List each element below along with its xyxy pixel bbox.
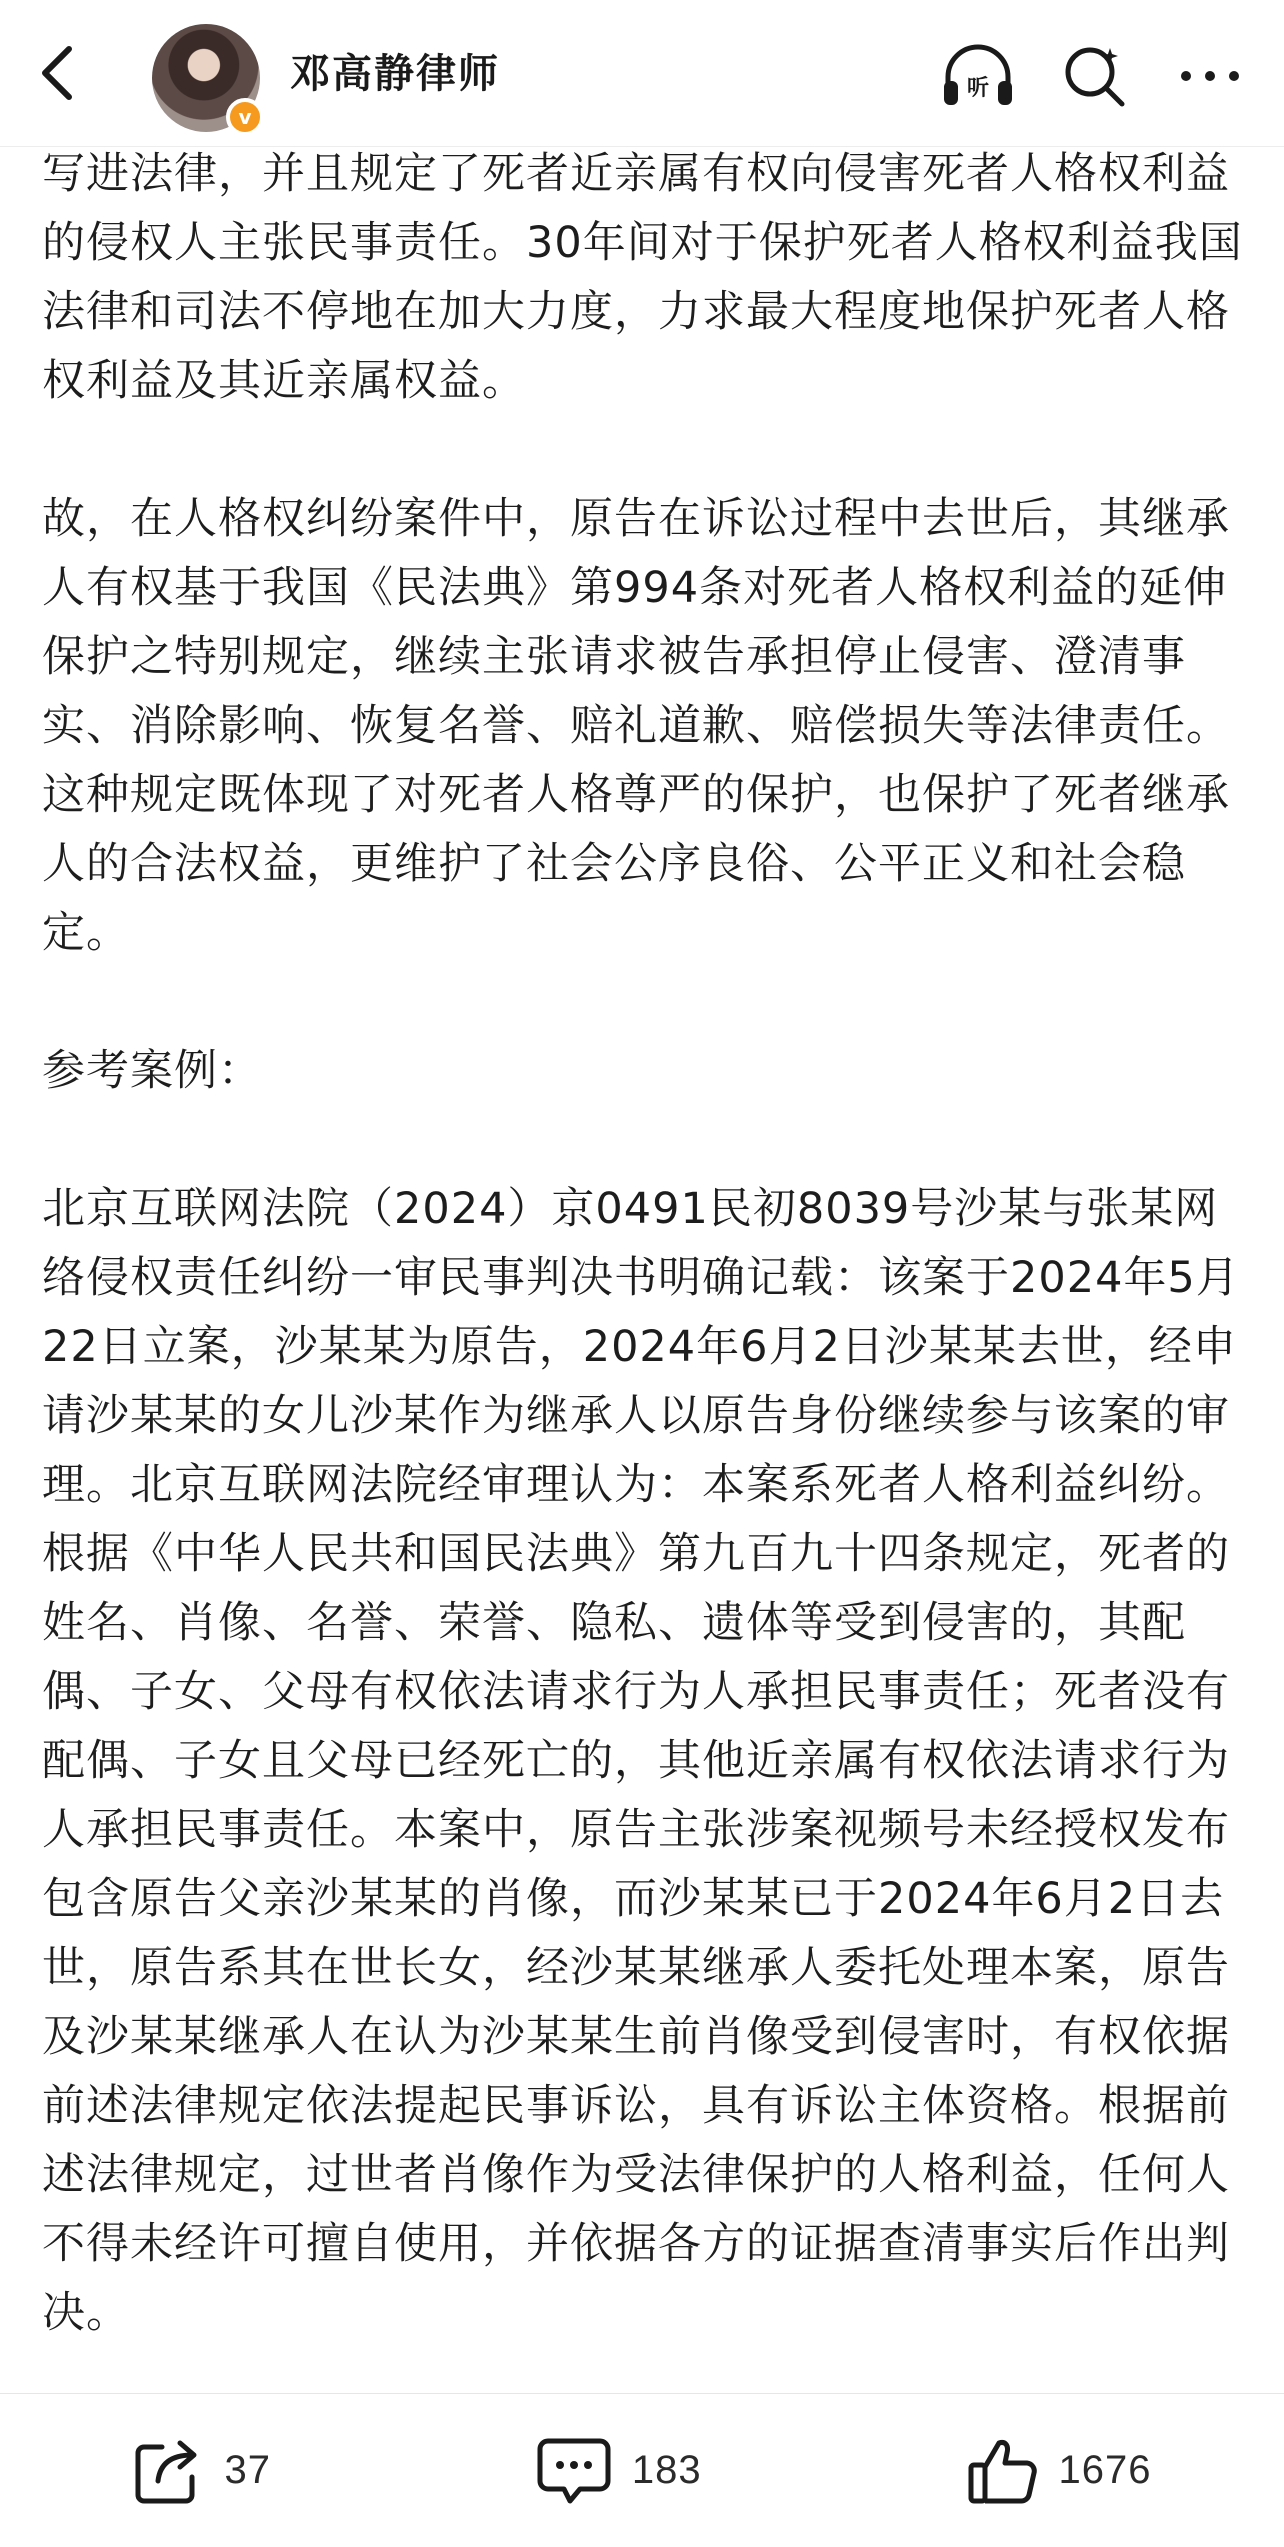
article-paragraph: 故，在人格权纠纷案件中，原告在诉讼过程中去世后，其继承人有权基于我国《民法典》第994条对死者人格权利益的延伸保护之特别规定，继续主张请求被告承担停止侵害、澄清事实、消除影响、恢复名誉、赔礼道歉、赔偿损失等法律责任。这种规定既体现了对死者人格尊严的保护，也保护了死者继承人的合法权益，更维护了社会公序良俗、公平正义和社会稳定。 [42,494,1230,958]
article-paragraph: 参考案例： [42,1046,262,1096]
more-dots-icon [1178,66,1242,86]
listen-headphones-icon [940,41,1016,111]
article-paragraph: 北京互联网法院（2024）京0491民初8039号沙某与张某网络侵权责任纠纷一审民事判决书明确记载：该案于2024年5月22日立案，沙某某为原告，2024年6月2日沙某某去世，经申请沙某某的女儿沙某作为继承人以原告身份继续参与该案的审理。北京互联网法院经审理认为：本案系死者人格利益纠纷。根据《中华人民共和国民法典》第九百九十四条规定，死者的姓名、肖像、名誉、荣誉、隐私、遗体等受到侵害的，其配偶、子女、父母有权依法请求行为人承担民事责任；死者没有配偶、子女且父母已经死亡的，其他近亲属有权依法请求行为人承担民事责任。本案中，原告主张涉案视频号未经授权发布包含原告父亲沙某某的肖像，而沙某某已于2024年6月2日去世，原告系其在世长女，经沙某某继承人委托处理本案，原告及沙某某继承人在认为沙某某生前肖像受到侵害时，有权依据前述法律规定依法提起民事诉讼，具有诉讼主体资格。根据前述法律规定，过世者肖像作为受法律保护的人格利益，任何人不得未经许可擅自使用，并依据各方的证据查清事实后作出判决。 [42,1184,1240,2338]
back-button[interactable] [22,38,92,108]
like-button[interactable] [955,2421,1164,2521]
comment-button[interactable] [524,2421,714,2521]
share-button[interactable] [120,2421,283,2521]
share-count: 37 [224,2448,271,2492]
comment-icon [536,2435,612,2507]
top-nav-bar [0,0,1284,147]
avatar[interactable] [152,24,260,132]
search-button[interactable] [1056,38,1132,114]
search-icon [1060,42,1128,110]
bottom-action-bar [0,2393,1284,2547]
article-paragraph: 写进法律，并且规定了死者近亲属有权向侵害死者人格权利益的侵权人主张民事责任。30年间对于保护死者人格权利益我国法律和司法不停地在加大力度，力求最大程度地保护死者人格权利益及其近亲属权益。 [42,149,1243,406]
share-icon [132,2435,204,2507]
chevron-left-icon [35,43,79,103]
more-button[interactable] [1172,38,1248,114]
svg-text:听: 听 [966,76,990,101]
article-body [42,146,1252,2393]
listen-button[interactable] [940,38,1016,114]
username[interactable]: 邓高静律师 [290,51,500,97]
comment-count: 183 [631,2448,702,2492]
thumbs-up-icon [967,2435,1039,2507]
verified-badge: v [226,98,264,136]
article-scroll-area[interactable] [0,146,1284,2393]
like-count: 1676 [1058,2448,1152,2492]
